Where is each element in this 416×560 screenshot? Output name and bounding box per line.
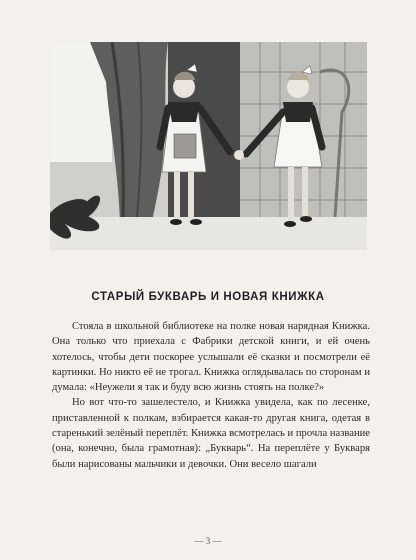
page-number: — 3 — bbox=[194, 536, 222, 546]
story-title: СТАРЫЙ БУКВАРЬ И НОВАЯ КНИЖКА bbox=[91, 291, 325, 303]
paragraph: Но вот что-то зашелестело, и Книжка увидела, как по лесенке, приставленной к полкам, взбирается какая-то другая книга, одетая в старенький зелёный переплёт. Книжка всмотрелась и прочла название (она, конечно, была грамотная): „Букварь“. На переплёте у Букваря были нарисованы мальчики и девочки. Они весело шагали bbox=[52, 397, 370, 470]
paragraph: Стояла в школьной библиотеке на полке новая нарядная Книжка. Она только что приехала с Фабрики детской книги, и ей очень хотелось, чтобы дети поскорее услышали её сказки и посмотрели её картинки. Но никто её не трогал. Книжка оглядывалась по сторонам и думала: «Неужели я так и буду всю жизнь стоять на полке?» bbox=[52, 321, 370, 394]
illustration-drawing bbox=[50, 42, 367, 250]
illustration-two-girls bbox=[50, 42, 367, 250]
story-text bbox=[52, 319, 370, 472]
